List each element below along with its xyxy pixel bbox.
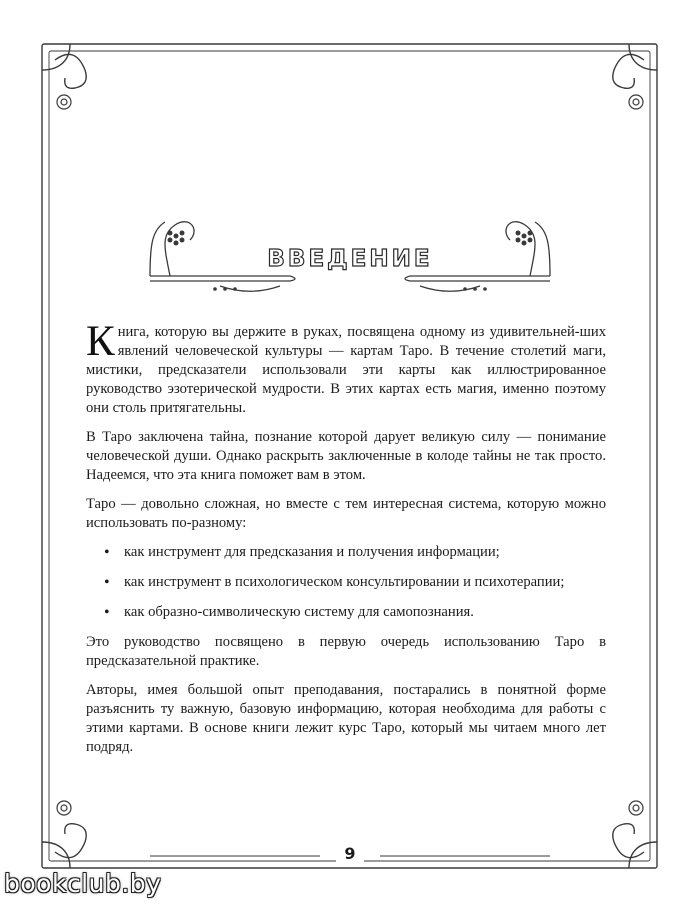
list-item: • как инструмент в психологическом консультировании и психотерапии; xyxy=(104,573,606,592)
intro-text: нига, которую вы держите в руках, посвящена одному из удивительней-ших явлений человеческой культуры — картам Таро. В течение столетий маги, мистики, предсказатели использовали эти карты как иллюстрированное руководство эзотерической мудрости. В этих картах есть магия, именно поэтому они столь притягательны. xyxy=(86,324,606,416)
paragraph-3: Таро — довольно сложная, но вместе с тем интересная система, которую можно использовать по-разному: xyxy=(86,496,606,531)
usage-list xyxy=(86,543,606,622)
list-item: • как образно-символическую систему для самопознания. xyxy=(104,603,606,622)
paragraph-4: Это руководство посвящено в первую очередь использованию Таро в предсказательной практике. xyxy=(86,634,606,669)
chapter-heading: ВВЕДЕНИЕ xyxy=(267,246,433,272)
intro-paragraph xyxy=(86,318,606,418)
list-item: • как инструмент для предсказания и получения информации; xyxy=(104,543,606,562)
paragraph-2: В Таро заключена тайна, познание которой дарует великую силу — понимание человеческой души. Однако раскрыть заключенные в колоде тайны не так просто. Надеемся, что эта книга поможет вам в этом. xyxy=(86,429,606,483)
page-number: 9 xyxy=(0,844,700,863)
watermark: bookclub.by xyxy=(4,869,162,898)
body-text xyxy=(86,318,606,767)
paragraph-5: Авторы, имея большой опыт преподавания, постарались в понятной форме разъяснить ту важную, базовую информацию, которая необходима для работы с этими картами. В основе книги лежит курс Таро, который мы читаем много лет подряд. xyxy=(86,682,606,755)
drop-cap: К xyxy=(86,318,115,365)
